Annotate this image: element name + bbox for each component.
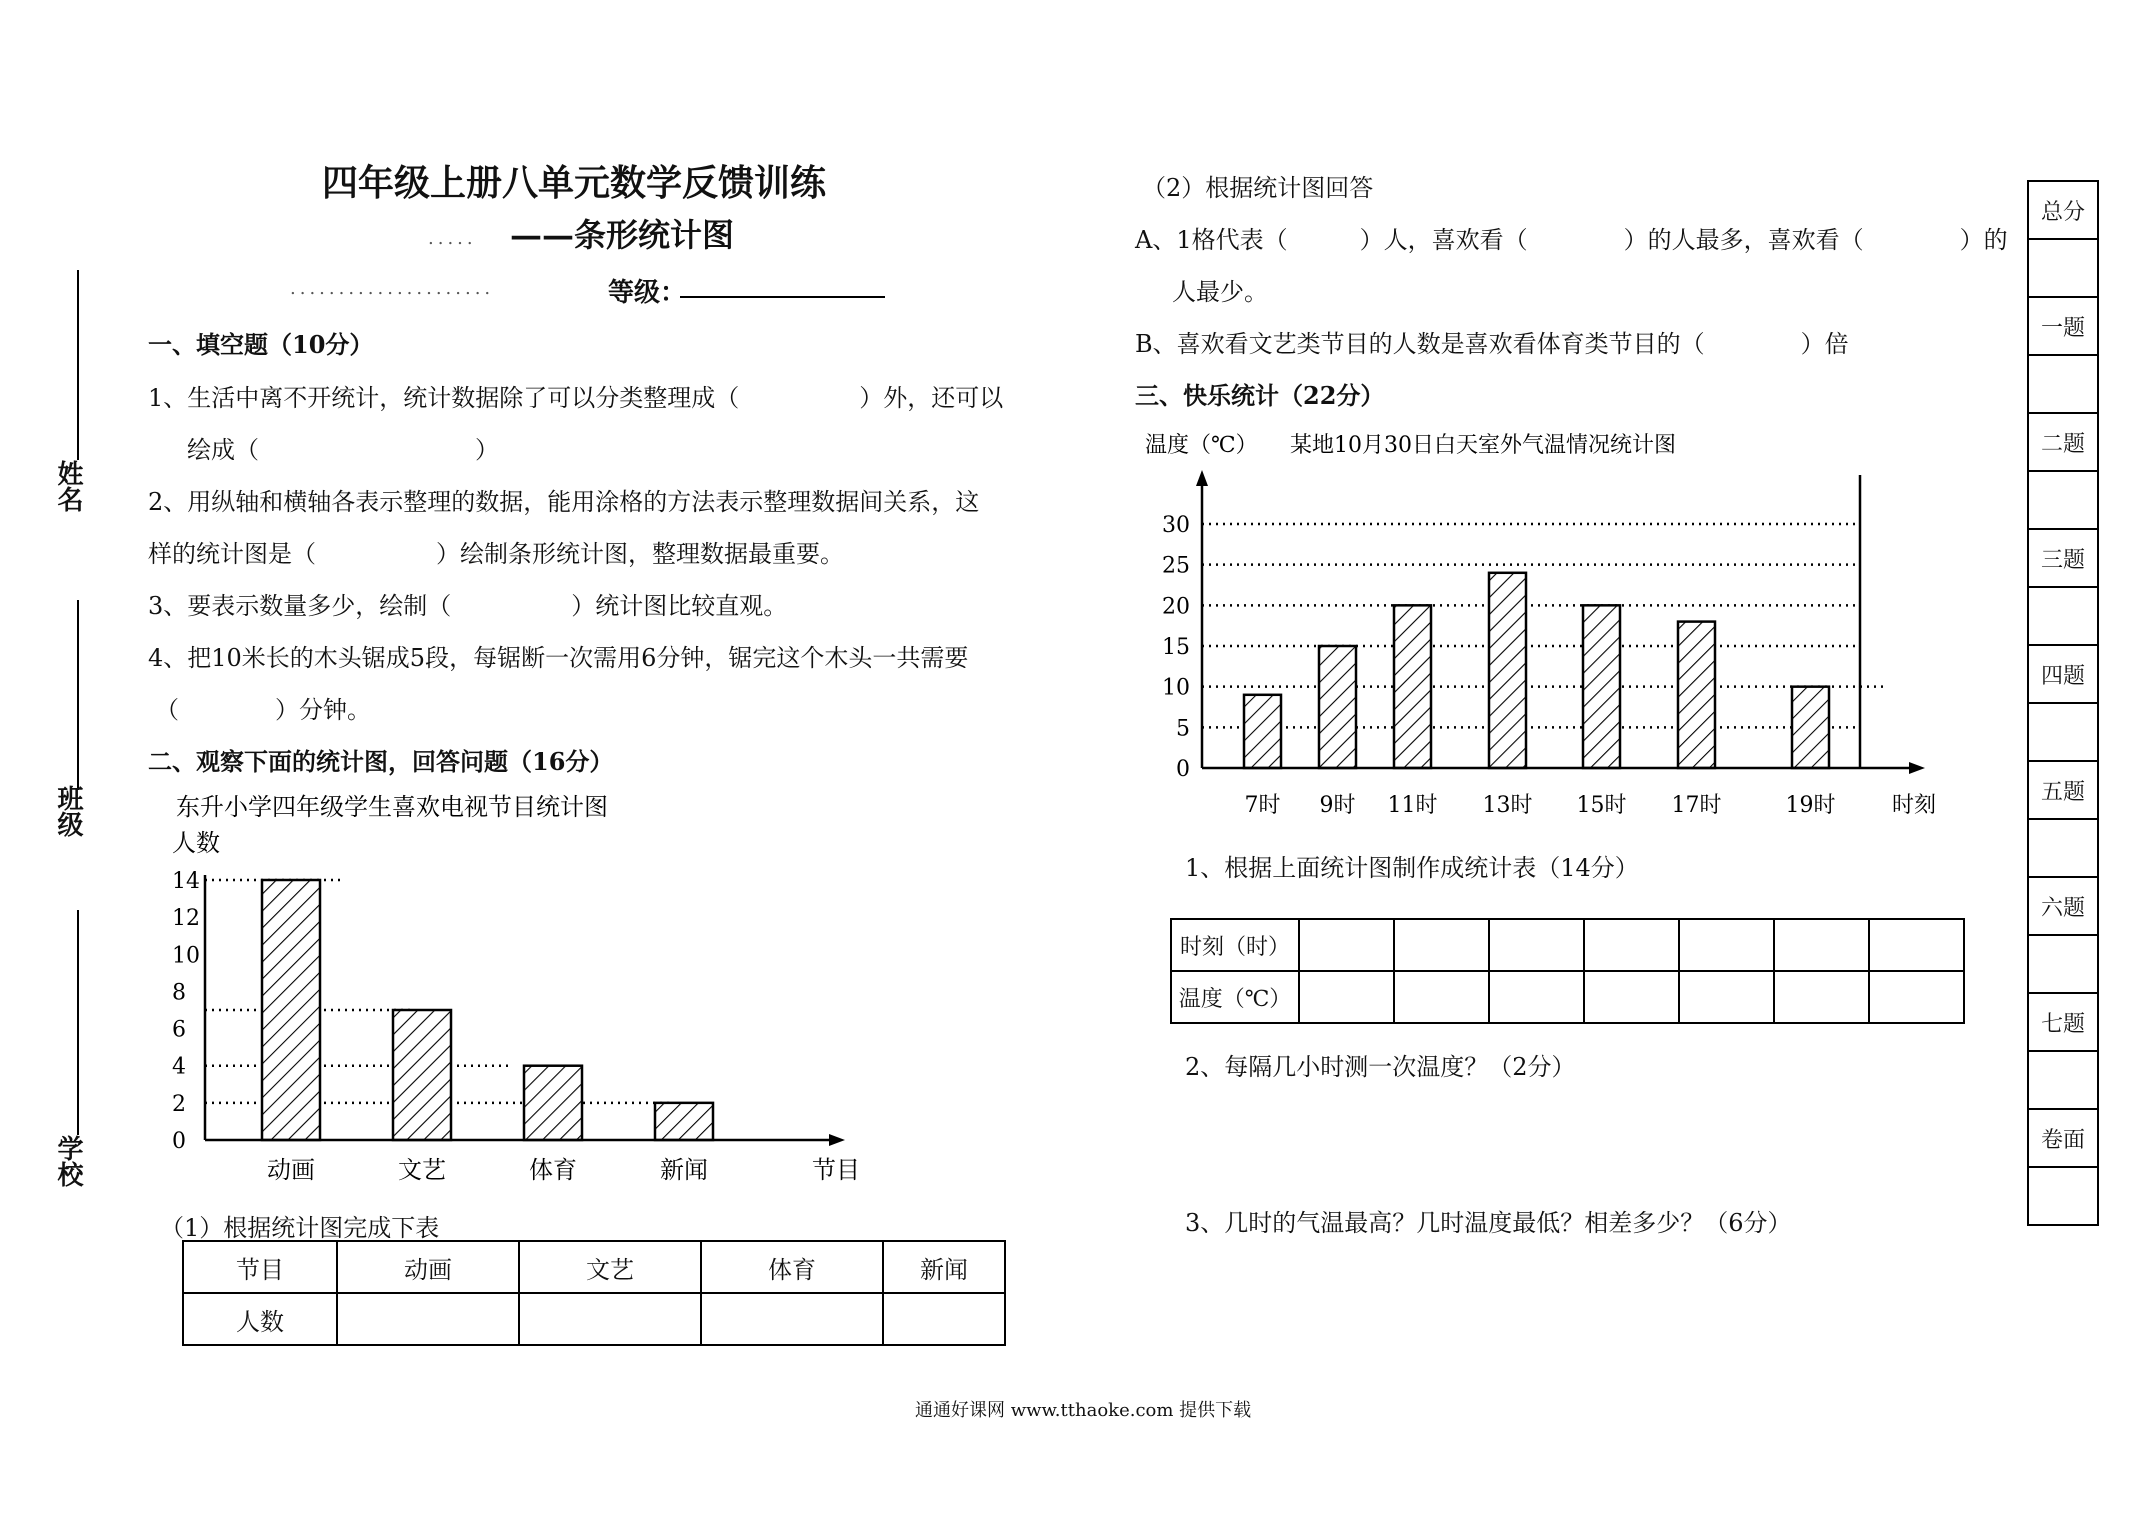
answer-cell[interactable] — [519, 1293, 701, 1345]
score-blank[interactable] — [2029, 820, 2097, 878]
chart2-xlabel: 时刻 — [1892, 793, 1937, 818]
answer-cell[interactable] — [701, 1293, 883, 1345]
score-blank[interactable] — [2029, 356, 2097, 414]
chart1-x-arrow — [829, 1134, 845, 1146]
x-tick-label: 19时 — [1785, 793, 1836, 818]
bar — [524, 1066, 582, 1140]
answer-cell[interactable] — [1869, 919, 1964, 971]
table-row-label: 时刻（时） — [1171, 919, 1299, 971]
subtitle-leader-dots: ..... — [428, 228, 477, 249]
score-label: 四题 — [2029, 646, 2097, 704]
y-tick-label: 15 — [1162, 635, 1190, 660]
y-tick-label: 10 — [1162, 675, 1190, 701]
bar — [1489, 573, 1526, 768]
school-label: 学校 — [53, 1135, 83, 1187]
binding-line-middle — [77, 600, 79, 790]
q1-line1: 1、生活中离不开统计，统计数据除了可以分类整理成（ ）外，还可以 — [148, 384, 1004, 412]
score-blank[interactable] — [2029, 704, 2097, 762]
bar — [1244, 695, 1281, 768]
q4-line2: （ ）分钟。 — [155, 696, 371, 724]
score-blank[interactable] — [2029, 1168, 2097, 1224]
table-header-cell: 新闻 — [883, 1241, 1005, 1293]
score-column — [2027, 180, 2099, 1226]
binding-line-bottom — [77, 910, 79, 1135]
score-label: 卷面 — [2029, 1110, 2097, 1168]
y-tick-label: 30 — [1162, 513, 1190, 538]
x-tick-label: 动画 — [267, 1156, 315, 1184]
x-tick-label: 13时 — [1482, 793, 1533, 818]
score-label: 五题 — [2029, 762, 2097, 820]
table-header-cell: 体育 — [701, 1241, 883, 1293]
bar — [262, 880, 320, 1140]
chart2-x-arrow — [1909, 762, 1925, 774]
score-label: 一题 — [2029, 298, 2097, 356]
chart1-xlabel: 节目 — [812, 1156, 860, 1184]
answer-cell[interactable] — [1584, 919, 1679, 971]
table-header-cell: 文艺 — [519, 1241, 701, 1293]
grade-label: 等级： — [608, 278, 687, 308]
tv-program-table — [182, 1240, 1006, 1346]
score-blank[interactable] — [2029, 588, 2097, 646]
score-label: 总分 — [2029, 182, 2097, 240]
s3-q3: 3、几时的气温最高？几时温度最低？相差多少？（6分） — [1185, 1209, 1792, 1237]
answer-cell[interactable] — [883, 1293, 1005, 1345]
answer-cell[interactable] — [1394, 971, 1489, 1023]
y-tick-label: 6 — [172, 1017, 186, 1043]
class-label: 班级 — [53, 785, 83, 837]
answer-cell[interactable] — [1394, 919, 1489, 971]
s3-q2: 2、每隔几小时测一次温度？（2分） — [1185, 1053, 1576, 1081]
y-tick-label: 25 — [1162, 553, 1190, 579]
table-header-cell: 动画 — [337, 1241, 519, 1293]
bar — [393, 1010, 451, 1140]
page-title: 四年级上册八单元数学反馈训练 — [322, 162, 827, 204]
q1-line2: 绘成（ ） — [187, 436, 499, 464]
score-label: 三题 — [2029, 530, 2097, 588]
chart2-ylabel: 温度（℃） — [1145, 433, 1258, 458]
bar — [1678, 622, 1715, 768]
score-blank[interactable] — [2029, 1052, 2097, 1110]
table-row-label: 温度（℃） — [1171, 971, 1299, 1023]
bar — [655, 1103, 713, 1140]
footer-text: 通通好课网 www.tthaoke.com 提供下载 — [915, 1400, 1252, 1421]
qA-line2: 人最少。 — [1172, 278, 1268, 306]
chart1-title: 东升小学四年级学生喜欢电视节目统计图 — [176, 793, 608, 821]
answer-cell[interactable] — [1489, 919, 1584, 971]
x-tick-label: 文艺 — [398, 1156, 446, 1184]
answer-cell[interactable] — [1489, 971, 1584, 1023]
x-tick-label: 新闻 — [660, 1156, 708, 1184]
y-tick-label: 4 — [172, 1054, 186, 1080]
answer-cell[interactable] — [1299, 971, 1394, 1023]
answer-cell[interactable] — [1679, 919, 1774, 971]
score-label: 七题 — [2029, 994, 2097, 1052]
grade-blank[interactable] — [680, 296, 885, 298]
table-row-label: 人数 — [183, 1293, 337, 1345]
answer-cell[interactable] — [337, 1293, 519, 1345]
sub2-label: （2）根据统计图回答 — [1142, 174, 1374, 202]
score-label: 六题 — [2029, 878, 2097, 936]
y-tick-label: 14 — [172, 869, 200, 894]
answer-cell[interactable] — [1584, 971, 1679, 1023]
answer-cell[interactable] — [1679, 971, 1774, 1023]
y-tick-label: 5 — [1176, 716, 1190, 742]
chart1-ylabel: 人数 — [172, 829, 220, 857]
y-tick-label: 10 — [172, 943, 200, 969]
temperature-table — [1170, 918, 1965, 1024]
qA-line1: A、1格代表（ ）人，喜欢看（ ）的人最多，喜欢看（ ）的 — [1135, 226, 2008, 254]
x-tick-label: 17时 — [1671, 793, 1722, 818]
tv-program-bar-chart — [150, 785, 870, 1185]
grade-leader-dots: ..................... — [290, 278, 495, 299]
bar — [1583, 605, 1620, 768]
chart2-title: 某地10月30日白天室外气温情况统计图 — [1290, 433, 1676, 458]
score-blank[interactable] — [2029, 936, 2097, 994]
qB-line: B、喜欢看文艺类节目的人数是喜欢看体育类节目的（ ）倍 — [1135, 330, 1849, 358]
name-label: 姓名 — [53, 460, 83, 512]
answer-cell[interactable] — [1299, 919, 1394, 971]
answer-cell[interactable] — [1774, 919, 1869, 971]
y-tick-label: 12 — [172, 906, 200, 932]
bar — [1319, 646, 1356, 768]
y-tick-label: 20 — [1162, 594, 1190, 620]
x-tick-label: 15时 — [1576, 793, 1627, 818]
section2-heading: 二、观察下面的统计图，回答问题（16分） — [148, 747, 614, 776]
bar — [1792, 687, 1829, 768]
y-tick-label: 8 — [172, 980, 186, 1006]
y-tick-label: 0 — [1176, 757, 1190, 782]
x-tick-label: 7时 — [1244, 793, 1281, 818]
section1-heading: 一、填空题（10分） — [148, 330, 374, 359]
temperature-bar-chart — [1140, 420, 1970, 825]
x-tick-label: 体育 — [529, 1156, 577, 1184]
section3-heading: 三、快乐统计（22分） — [1135, 381, 1385, 410]
q4-line1: 4、把10米长的木头锯成5段，每锯断一次需用6分钟，锯完这个木头一共需要 — [148, 644, 969, 672]
bar — [1394, 605, 1431, 768]
answer-cell[interactable] — [1774, 971, 1869, 1023]
answer-cell[interactable] — [1869, 971, 1964, 1023]
chart2-y-arrow — [1196, 470, 1208, 486]
x-tick-label: 9时 — [1319, 793, 1356, 818]
score-blank[interactable] — [2029, 240, 2097, 298]
y-tick-label: 2 — [172, 1091, 186, 1117]
y-tick-label: 0 — [172, 1129, 186, 1154]
score-label: 二题 — [2029, 414, 2097, 472]
q2-line1: 2、用纵轴和横轴各表示整理的数据，能用涂格的方法表示整理数据间关系，这 — [148, 488, 980, 516]
x-tick-label: 11时 — [1387, 793, 1438, 818]
table-header-cell: 节目 — [183, 1241, 337, 1293]
s3-q1: 1、根据上面统计图制作成统计表（14分） — [1185, 854, 1639, 882]
score-blank[interactable] — [2029, 472, 2097, 530]
page-subtitle: ——条形统计图 — [510, 216, 735, 254]
q2-line2: 样的统计图是（ ）绘制条形统计图，整理数据最重要。 — [148, 540, 844, 568]
sub1-label: （1）根据统计图完成下表 — [160, 1214, 440, 1242]
q3-line: 3、要表示数量多少，绘制（ ）统计图比较直观。 — [148, 592, 788, 620]
binding-line-top — [77, 270, 79, 460]
